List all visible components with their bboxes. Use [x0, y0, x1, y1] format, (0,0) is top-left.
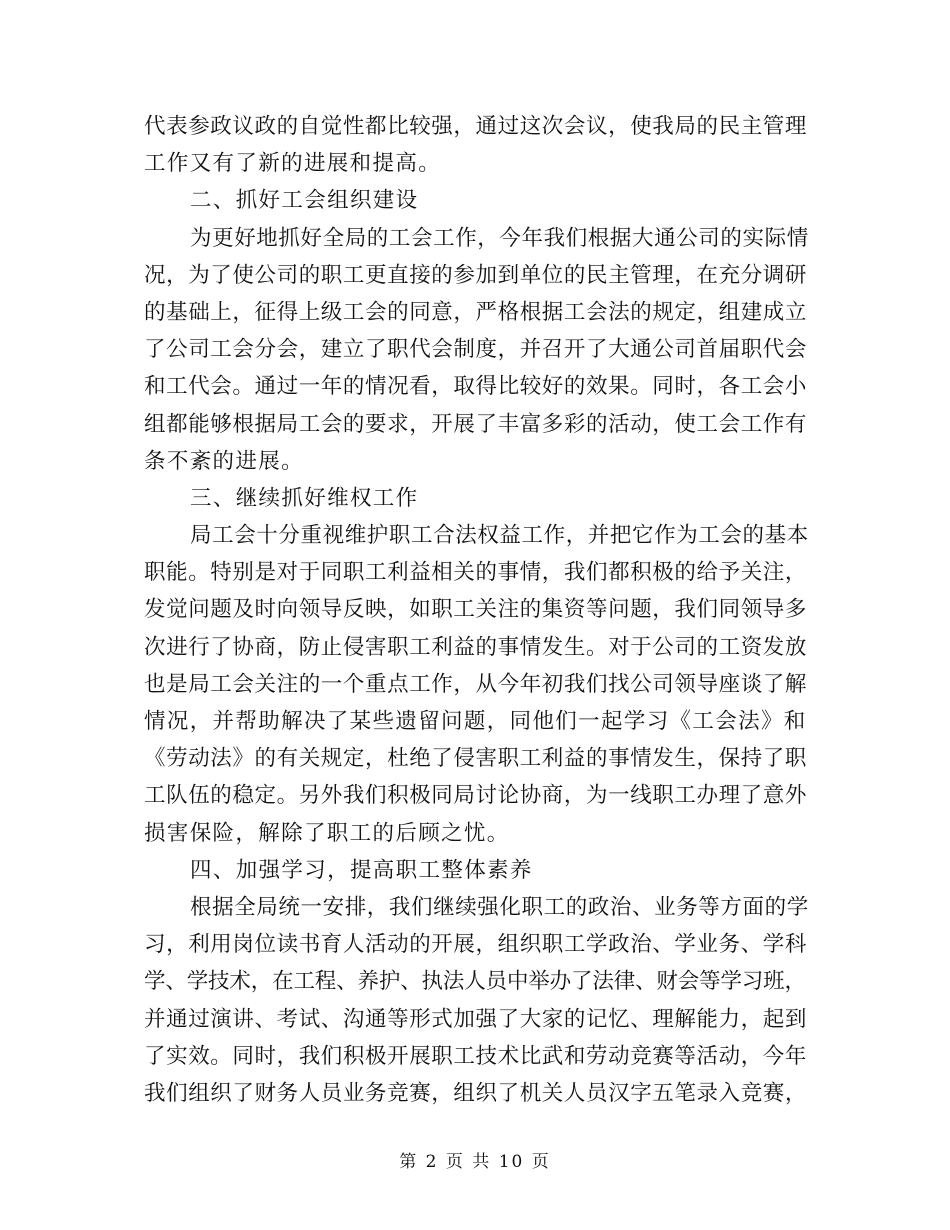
text-line: 的基础上，征得上级工会的同意，严格根据工会法的规定，组建成立	[144, 299, 808, 325]
text-line: 职能。特别是对于同职工利益相关的事情，我们都积极的给予关注，	[144, 560, 808, 586]
text-line: 了实效。同时，我们积极开展职工技术比武和劳动竞赛等活动，今年	[144, 1043, 808, 1069]
text-line: 我们组织了财务人员业务竞赛，组织了机关人员汉字五笔录入竞赛，	[144, 1080, 808, 1106]
text-line: 损害保险，解除了职工的后顾之忧。	[144, 820, 510, 846]
text-line: 发觉问题及时向领导反映，如职工关注的集资等问题，我们同领导多	[144, 597, 808, 623]
text-line: 况，为了使公司的职工更直接的参加到单位的民主管理，在充分调研	[144, 262, 808, 288]
text-line: 工队伍的稳定。另外我们积极同局讨论协商，为一线职工办理了意外	[144, 783, 808, 809]
paragraph-first-line: 局工会十分重视维护职工合法权益工作，并把它作为工会的基本	[190, 523, 809, 549]
page-number-footer: 第 2 页 共 10 页	[399, 1152, 551, 1172]
section-heading: 四、加强学习，提高职工整体素养	[190, 857, 533, 883]
document-body	[144, 108, 810, 1112]
section-heading: 三、继续抓好维权工作	[190, 485, 419, 511]
text-line: 次进行了协商，防止侵害职工利益的事情发生。对于公司的工资发放	[144, 634, 808, 660]
text-line: 和工代会。通过一年的情况看，取得比较好的效果。同时，各工会小	[144, 374, 808, 400]
text-line: 情况，并帮助解决了某些遗留问题，同他们一起学习《工会法》和	[144, 709, 807, 734]
text-line: 了公司工会分会，建立了职代会制度，并召开了大通公司首届职代会	[144, 337, 808, 363]
text-line: 代表参政议政的自觉性都比较强，通过这次会议，使我局的民主管理	[144, 114, 808, 139]
text-line: 学、学技术，在工程、养护、执法人员中举办了法律、财会等学习班，	[144, 969, 806, 995]
text-line: 组都能够根据局工会的要求，开展了丰富多彩的活动，使工会工作有	[144, 411, 808, 437]
paragraph-first-line: 为更好地抓好全局的工会工作，今年我们根据大通公司的实际情	[190, 225, 809, 251]
text-line: 也是局工会关注的一个重点工作，从今年初我们找公司领导座谈了解	[144, 671, 808, 697]
text-line: 条不紊的进展。	[144, 448, 304, 474]
text-line: 并通过演讲、考试、沟通等形式加强了大家的记忆、理解能力，起到	[144, 1006, 808, 1032]
paragraph-first-line: 根据全局统一安排，我们继续强化职工的政治、业务等方面的学	[190, 894, 809, 920]
text-line: 《劳动法》的有关规定，杜绝了侵害职工利益的事情发生，保持了职	[144, 746, 808, 772]
text-line: 工作又有了新的进展和提高。	[144, 151, 442, 177]
section-heading: 二、抓好工会组织建设	[190, 188, 419, 214]
text-line: 习，利用岗位读书育人活动的开展，组织职工学政治、学业务、学科	[144, 932, 808, 958]
